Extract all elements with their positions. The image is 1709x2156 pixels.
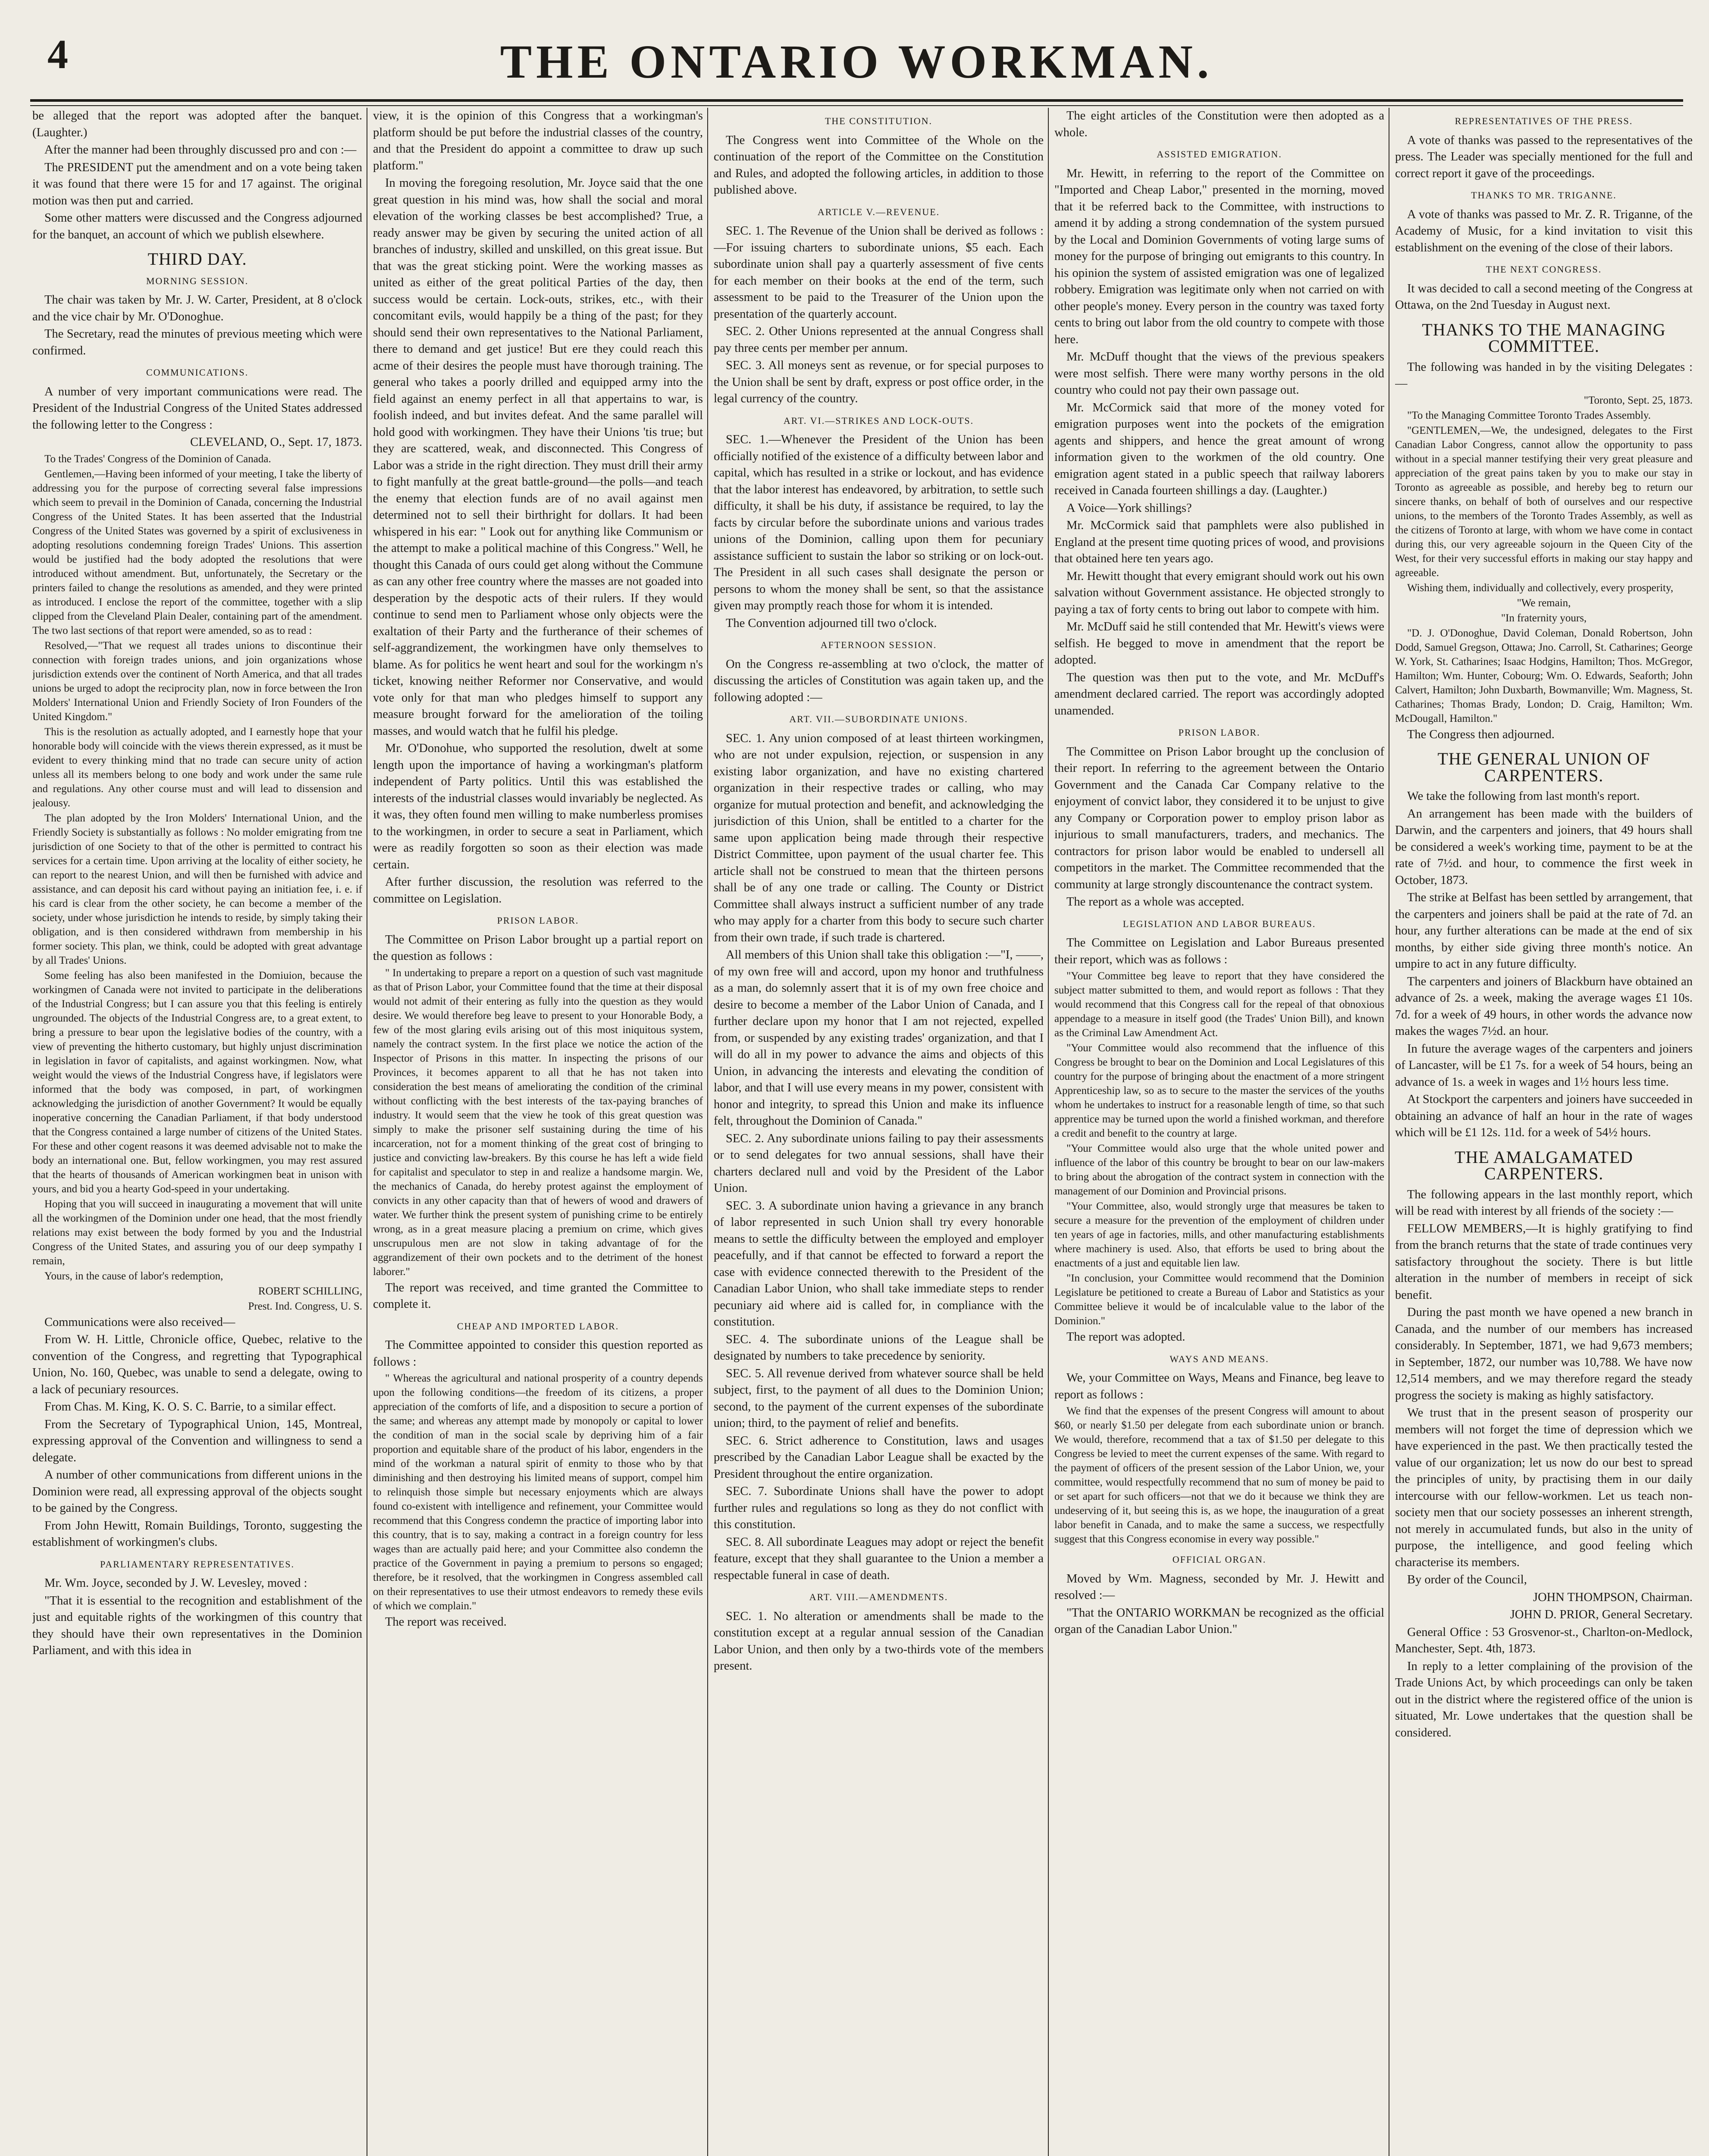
paragraph: SEC. 4. The subordinate unions of the League shall be designated by numbers to take precedence by seniority. [714, 1332, 1044, 1363]
paragraph: The strike at Belfast has been settled by arrangement, that the carpenters and joiners shall be paid at the rate of 7d. an hour, any further alterations can be made at the end of six months, by either side giving three month's notice. An umpire to act in any future difficulty. [1395, 891, 1693, 971]
paragraph: During the past month we have opened a new branch in Canada, and the number of our members has increased considerably. In September, 1871, we had 9,673 members; in September, 1872, our number was 10,788. We have now 12,514 members, and we may therefore regard the steady progress the society is making as highly satisfactory. [1395, 1306, 1693, 1402]
letter-paragraph: Hoping that you will succeed in inaugurating a movement that will unite all the workingmen of the Dominion under one head, that the most friendly relations may exist between the body formed by you and the Industrial Congress of the United States, and assuring you of our deep sympathy I remain, [32, 1198, 362, 1267]
paragraph: FELLOW MEMBERS,—It is highly gratifying to find from the branch returns that the state of trade continues very satisfactory throughout the society. There is but little alteration in the number of members in receipt of sick benefit. [1395, 1222, 1693, 1302]
paragraph: A vote of thanks was passed to the representatives of the press. The Leader was specially mentioned for the full and correct report it gave of the proceedings. [1395, 133, 1693, 180]
paragraph: The following was handed in by the visiting Delegates :— [1395, 360, 1693, 390]
subheading: LEGISLATION AND LABOR BUREAUS. [1123, 918, 1316, 929]
paragraph: The chair was taken by Mr. J. W. Carter, President, at 8 o'clock and the vice chair by Mr. O'Donoghue. [32, 293, 362, 323]
report-paragraph: We find that the expenses of the present Congress will amount to about $60, or nearly $1.50 per delegate from each subordinate union or branch. We would, therefore, recommend that a tax of $1.50 per delegate to this Congress be levied to meet the current expenses of the same. With regard to the payment of officers of the present session of the Labor Union, we, your committee, would respectfully recommend that no sum of money be paid to or set apart for such officers—not that we do it because we think they are undeserving of it, but seeing this is, as we hope, the inauguration of a great labor benefit in Canada, and to make the same a success, we respectfully suggest that this Congress economise in every way possible." [1054, 1405, 1384, 1545]
subheading: THANKS TO MR. TRIGANNE. [1471, 190, 1617, 201]
subheading: THE NEXT CONGRESS. [1486, 264, 1602, 275]
subheading: COMMUNICATIONS. [146, 367, 249, 378]
paragraph: SEC. 1. No alteration or amendments shall be made to the constitution except at a regular annual session of the Canadian Labor Union, and then only by a two-thirds vote of the members present. [714, 1609, 1044, 1673]
paragraph: It was decided to call a second meeting of the Congress at Ottawa, on the 2nd Tuesday in August next. [1395, 282, 1693, 312]
subheading: REPRESENTATIVES OF THE PRESS. [1455, 116, 1633, 126]
paragraph: To the Trades' Congress of the Dominion of Canada. [44, 453, 271, 465]
subheading: WAYS AND MEANS. [1170, 1353, 1269, 1364]
paragraph: SEC. 2. Any subordinate unions failing to pay their assessments or to send delegates for two annual sessions, shall have their charters declared null and void by the President of the Labor Union. [714, 1131, 1044, 1195]
paragraph: Mr. McCormick said that pamphlets were also published in England at the present time quoting prices of wood, and provisions that obtained here ten years ago. [1054, 519, 1384, 565]
subheading: CHEAP AND IMPORTED LABOR. [457, 1320, 619, 1332]
paragraph: SEC. 1. The Revenue of the Union shall be derived as follows :—For issuing charters to subordinate unions, $5 each. Each subordinate union shall pay a quarterly assessment of five cents for each member on their books at the end of the term, such assessment to be paid to the Treasurer of the Union upon the presentation of the quarterly account. [714, 224, 1044, 321]
letter-paragraph: "GENTLEMEN,—We, the undesigned, delegates to the First Canadian Labor Congress, cannot allow the opportunity to pass without in a special manner testifying their very great pleasure and appreciation of the great pains taken by you to make our stay in Toronto as agreeable as possible, and hereby beg to return our sincere thanks, on behalf of both of ourselves and our respective unions, to the members of the Toronto Trades Assembly, as well as the citizens of Toronto at large, with whom we have come in contact during this, our very agreeable sojourn in the Queen City of the West, for their very successful efforts in making our stay happy and agreeable. [1395, 424, 1693, 579]
letter-paragraph: Yours, in the cause of labor's redemption, [44, 1270, 223, 1282]
column-rule [707, 108, 708, 2156]
letter-paragraph: Resolved,—"That we request all trades unions to discontinue their connection with foreign trades unions, and join organizations whose jurisdiction extends over the continent of North America, and that all trades unions be urged to adopt the reciprocity plan, now in force between the Iron Molders' International Union and Friendly Society of Iron Founders of the United Kingdom." [32, 639, 362, 723]
paragraph: In moving the foregoing resolution, Mr. Joyce said that the one great question in his mind was, how shall the social and moral elevation of the working classes be best accomplished? True, a ready answer may be given by securing the united action of all branches of industry, skilled and unskilled, on this great issue. But that was the great sticking point. Were the working masses as united as either of the great political Parties of the day, then success would be certain. Lock-outs, strikes, etc., with their concomitant evils, would happily be a thing of the past; for they should send their own representatives to the National Parliament, there to demand and get justice! But ere they could reach this acme of their desires the people must have thorough training. The general who takes a poorly drilled and equipped army into the field against an enemy perfect in all that appertains to war, is foolish indeed, and but invites defeat. And the same parallel will hold good with workingmen. They have their Unions 'tis true; but they are scattered, weak, and disconnected. This Congress of Labor was a stride in the right direction. They must drill their army to fight manfully at the great battle-ground—the polls—and teach the enemy that election funds are of no avail against men determined not to sell their birthright for dollars. It had been whispered in his ear: " Look out for anything like Communism or the attempt to make a political machine of this Congress." Well, he thought this Canada of ours could get along without the Commune as can any other free country where the masses are not goaded into desperation by the despotic acts of their rulers. If they would continue to send men to Parliament whose only objects were the exaltation of their Party and the furtherance of their schemes of self-aggrandizement, the workingmen have only themselves to blame. As for politics he went heart and soul for the workingm n's ticket, knowing neither Reformer nor Conservative, and would vote only for that man who pledges himself to support any measure brought forward for the amelioration of the toiling masses, and would watch that he fulfil his pledge. [373, 176, 703, 738]
signature-name: JOHN D. PRIOR, General Secretary. [1510, 1608, 1693, 1621]
paragraph: SEC. 1.—Whenever the President of the Union has been officially notified of the existence of a difficulty between labor and capital, which has resulted in a strike or lockout, and has evidence that the labor interest has endeavored, by arbitration, to settle such difficulty, it shall be his duty, if assistance be required, to lay the facts by circular before the subordinate unions and various trades unions of the Dominion, calling upon them for pecuniary assistance sufficient to sustain the labor so striking or on lock-out. The President in all such cases shall designate the person or persons to whom the money shall be sent, so that the assistance given may promptly reach those for whom it is intended. [714, 433, 1044, 612]
paragraph: Some other matters were discussed and the Congress adjourned for the banquet, an account of which we publish elsewhere. [32, 211, 362, 241]
subheading: ARTICLE V.—REVENUE. [817, 206, 940, 217]
paragraph: We trust that in the present season of prosperity our members will not forget the time of depression which we have experienced in the past. We then practically tested the value of our organization; let us now do our best to spread the principles of unity, by practising them in our daily intercourse with our fellow-workmen. Let us teach non-society men that our society possesses an inherent strength, not merely in accumulated funds, but also in the unity of purpose, the intelligence, and good feeling which characterise its members. [1395, 1406, 1693, 1569]
paragraph: The Committee on Prison Labor brought up the conclusion of their report. In referring to the agreement between the Ontario Government and the Canada Car Company relative to the enjoyment of convict labor, they considered it to be unjust to give any Company or Corporation power to employ prison labor as injurious to small manufacturers, traders, and mechanics. The contractors for prison labor would be enabled to undersell all competitors in the market. The Committee recommended that the community at large strongly discountenance the contract system. [1054, 745, 1384, 891]
subheading: THE CONSTITUTION. [825, 116, 933, 126]
paragraph: The PRESIDENT put the amendment and on a vote being taken it was found that there were 15 for and 17 against. The original motion was then put and carried. [32, 160, 362, 207]
letter-paragraph: Some feeling has also been manifested in the Domiuion, because the workingmen of Canada were not invited to participate in the deliberations of the Industrial Congress; but I can assure you that this feeling is entirely ungrounded. The objects of the Industrial Congress are, to a great extent, to bring a pressure to bear upon the legislative bodies of the country, with a view of preventing the hitherto customary, but highly unjust discrimination in legislation in favor of capitalists, and against workingmen. Now, what weight would the views of the Industrial Congress have, if legislators were informed that the body was composed, in part, of workingmen acknowledging the jurisdiction of another Government? It would be equally inoperative concerning the Canadian Parliament, if that body understood that the Congress contained a large number of citizens of the United States. For these and other cogent reasons it was deemed advisable not to make the body an international one. But, fellow workingmen, you may rest assured that the hearts of thousands of American workingmen beat in unison with yours, and bid you a hearty God-speed in your undertaking. [32, 969, 362, 1195]
header-rule [30, 99, 1683, 106]
paragraph: All members of this Union shall take this obligation :—"I, ——, of my own free will and accord, upon my honor and truthfulness as a man, do solemnly assert that it is of my own free choice and desire to become a member of the Labor Union of Canada, and I further declare upon my honor that I am not rejected, expelled from, or suspended by any existing trades' organization, and that I will do all in my power to advance the aims and objects of this Union, in advancing the interests and elevating the condition of labor, and that I will use every means in my power, consistent with honor and integrity, to spread this Union and make its influence felt, throughout the Dominion of Canada." [714, 948, 1044, 1128]
page-number: 4 [47, 31, 68, 77]
paragraph: SEC. 3. All moneys sent as revenue, or for special purposes to the Union shall be sent by draft, express or post office order, in the legal currency of the country. [714, 359, 1044, 405]
signature-name: ROBERT SCHILLING, [258, 1285, 362, 1297]
signature-title: Prest. Ind. Congress, U. S. [248, 1300, 362, 1312]
paragraph: SEC. 1. Any union composed of at least thirteen workingmen, who are not under expulsion, rejection, or suspension in any existing labor organization, and have no existing chartered organization in their respective trades or calling, who may organize for mutual protection and benefit, and acknowledging the jurisdiction of this Union, shall be entitled to a charter for the same upon application being made through their respective District Committee, upon payment of the usual charter fee. This article shall not be construed to mean that the thirteen persons shall be of any one trade or calling. The County or District Committee shall always instruct a sufficient number of any trade who may apply for a charter from this body to secure such charter from their own trade, if such trade is chartered. [714, 731, 1044, 944]
letter-signatories: "D. J. O'Donoghue, David Coleman, Donald Robertson, John Dodd, Samuel Gregson, Ottawa; Jno. Carroll, St. Catharines; George W. York, St. Catharines; Isaac Hodgins, Hamilton; Thos. McGregor, Hamilton; Wm. Hunter, Cobourg; Wm. O. Edwards, Seaforth; John Calvert, Hamilton; John Duxbarth, Bowmanville; Wm. Magness, St. Catharines; Thomas Brady, London; D. Craig, Hamilton; Wm. McDougall, Hamilton." [1395, 627, 1693, 724]
paragraph: An arrangement has been made with the builders of Darwin, and the carpenters and joiners, that 49 hours shall be considered a week's working time, payment to be at the rate of 7½d. and hour, to commence the first week in October, 1873. [1395, 807, 1693, 887]
subheading: AFTERNOON SESSION. [820, 639, 937, 650]
dateline: "Toronto, Sept. 25, 1873. [1584, 394, 1693, 406]
report-paragraph: "In conclusion, your Committee would recommend that the Dominion Legislature be petitioned to create a Bureau of Labor and Statistics as your Committee believe it would be of incalculable value to the labor of the Dominion." [1054, 1272, 1384, 1327]
subheading: ASSISTED EMIGRATION. [1157, 149, 1282, 160]
paragraph: At Stockport the carpenters and joiners have succeeded in obtaining an advance of half an hour in the rate of wages which will be £1 12s. 11d. for a week of 54½ hours. [1395, 1093, 1693, 1139]
subheading: ART. VI.—STRIKES AND LOCK-OUTS. [783, 415, 974, 426]
paragraph: The eight articles of the Constitution were then adopted as a whole. [1054, 109, 1384, 139]
paragraph: In reply to a letter complaining of the provision of the Trade Unions Act, by which proceedings can only be taken out in the district where the registered office of the union is situated, Mr. Lowe undertakes that the question shall be considered. [1395, 1659, 1693, 1739]
paragraph: Mr. McCormick said that more of the money voted for emigration purposes went into the pockets of the emigration agents and shippers, and hence the great amount of wrong information given to the workmen of the old country. One emigration agent stated in a public speech that railway laborers received in Canada fourteen shillings a day. (Laughter.) [1054, 401, 1384, 497]
report-paragraph: "Your Committee would also recommend that the influence of this Congress be brought to bear on the Dominion and Local Legislatures of this country for the purpose of bringing about the enactment of a more stringent Apprenticeship law, so as to secure to the master the services of the youths whom he undertakes to instruct for a reasonable length of time, so that such apprentice may be turned upon the world a finished workman, and therefore a credit and benefit to the country at large. [1054, 1042, 1384, 1139]
section-heading: THE AMALGAMATED CARPENTERS. [1455, 1147, 1633, 1183]
dateline: CLEVELAND, O., Sept. 17, 1873. [190, 436, 362, 449]
paragraph: SEC. 6. Strict adherence to Constitution, laws and usages prescribed by the Canadian Labor League shall be exacted by the President throughout the entire organization. [714, 1434, 1044, 1481]
paragraph: Mr. Wm. Joyce, seconded by J. W. Levesley, moved : [44, 1576, 307, 1590]
paragraph: The Congress then adjourned. [1407, 727, 1555, 741]
paragraph: The Convention adjourned till two o'clock. [726, 616, 937, 630]
paragraph: "That the ONTARIO WORKMAN be recognized as the official organ of the Canadian Labor Union." [1054, 1606, 1384, 1636]
paragraph: SEC. 5. All revenue derived from whatever source shall be held subject, first, to the payment of all dues to the Dominion Union; second, to the payment of the current expenses of the subordinate union; third, to the payment of relief and benefits. [714, 1366, 1044, 1430]
paragraph: From W. H. Little, Chronicle office, Quebec, relative to the convention of the Congress, and regretting that Typographical Union, No. 160, Quebec, was unable to send a delegate, owing to a lack of pecuniary resources. [32, 1333, 362, 1396]
paragraph: SEC. 7. Subordinate Unions shall have the power to adopt further rules and regulations so long as they do not conflict with this constitution. [714, 1485, 1044, 1531]
paragraph: A Voice—York shillings? [1066, 501, 1192, 515]
paragraph: In future the average wages of the carpenters and joiners of Lancaster, will be £1 7s. for a week of 54 hours, being an advance of 1s. a week in wages and 1½ hours less time. [1395, 1042, 1693, 1089]
paragraph: A number of very important communications were read. The President of the Industrial Congress of the United States addressed the following letter to the Congress : [32, 385, 362, 432]
subheading: ART. VII.—SUBORDINATE UNIONS. [789, 714, 968, 724]
paragraph: The Committee appointed to consider this question reported as follows : [373, 1338, 703, 1369]
column-3 [714, 108, 1044, 2156]
paragraph: The question was then put to the vote, and Mr. McDuff's amendment declared carried. The report was accordingly adopted unamended. [1054, 671, 1384, 718]
letter-paragraph: This is the resolution as actually adopted, and I earnestly hope that your honorable body will coincide with the views therein expressed, as it must be evident to every thinking mind that no trade can secure unity of action unless all its members belong to one body and work under the same rule and regulations. Any other course must and will lead to dissension and jealousy. [32, 726, 362, 809]
paragraph: The report was received. [385, 1615, 507, 1629]
paragraph: The Congress went into Committee of the Whole on the continuation of the report of the Committee on the Constitution and Rules, and adopted the following articles, in addition to those published above. [714, 133, 1044, 197]
paragraph: Mr. McDuff said he still contended that Mr. Hewitt's views were selfish. He begged to move in amendment that the report be adopted. [1054, 620, 1384, 667]
report-paragraph: "Your Committee would also urge that the whole united power and influence of the labor of this country be brought to bear on our law-makers to bring about the abrogation of the contract system in connection with the management of our Dominion and Provincial prisons. [1054, 1143, 1384, 1197]
paragraph: The Committee on Prison Labor brought up a partial report on the question as follows : [373, 933, 703, 963]
section-heading: THE GENERAL UNION OF CARPENTERS. [1437, 749, 1650, 785]
paragraph: Communications were also received— [44, 1315, 235, 1329]
paragraph: From Chas. M. King, K. O. S. C. Barrie, to a similar effect. [44, 1400, 336, 1413]
subheading: PRISON LABOR. [497, 915, 579, 926]
letter-paragraph: Wishing them, individually and collectively, every prosperity, [1407, 582, 1674, 594]
paragraph: After the manner had been throughly discussed pro and con :— [44, 143, 357, 157]
paragraph: A vote of thanks was passed to Mr. Z. R. Triganne, of the Academy of Music, for a kind invitation to visit this establishment on the evening of the close of their labors. [1395, 207, 1693, 254]
paragraph: Mr. McDuff thought that the views of the previous speakers were most selfish. There were many worthy persons in the old country who could not pay their own passage out. [1054, 350, 1384, 397]
letter-closing: "We remain, [1517, 597, 1571, 609]
column-2 [373, 108, 703, 2156]
paragraph: The Secretary, read the minutes of previous meeting which were confirmed. [32, 327, 362, 357]
paragraph: After further discussion, the resolution was referred to the committee on Legislation. [373, 875, 703, 906]
paragraph: view, it is the opinion of this Congress that a workingman's platform should be put before the industrial classes of the country, and that the President do appoint a committee to draw up such platform." [373, 109, 703, 172]
paragraph: The Committee on Legislation and Labor Bureaus presented their report, which was as follows : [1054, 936, 1384, 966]
report-paragraph: " Whereas the agricultural and national prosperity of a country depends upon the following conditions—the freedom of its citizens, a proper appreciation of the comforts of life, and a disposition to secure a portion of the same; and whereas any attempt made by monopoly or capital to lower the condition of man in the social scale by depriving him of a fair proportion and equitable share of the product of his labor, engenders in the mind of the workman a natural spirit of enmity to those who by that diminishing and then destroying his limited means of support, compel him to relinquish those simple but necessary enjoyments which are always found co-existent with intelligence and refinement, your Committee would recommend that this Congress condemn the practice of importing labor into this country, that is to say, making a contract in a foreign country for less wages than are actually paid here; and your Committee also condemn the practice of the Government in paying a premium to persons so engaged; therefore, be it resolved, that the workingmen in Congress assembled call on their representatives to use their utmost endeavors to remedy these evils of which we complain." [373, 1373, 703, 1612]
paragraph: We, your Committee on Ways, Means and Finance, beg leave to report as follows : [1054, 1371, 1384, 1401]
report-paragraph: "Your Committee, also, would strongly urge that measures be taken to secure a measure for the prevention of the employment of children under ten years of age in factories, mills, and other manufacturing establishments where machinery is used. Also, that efforts be used to bring about the enactments of a just and equitable lien law. [1054, 1200, 1384, 1269]
letter-paragraph: "To the Managing Committee Toronto Trades Assembly. [1407, 409, 1651, 421]
report-paragraph: " In undertaking to prepare a report on a question of such vast magnitude as that of Prison Labor, your Committee found that the time at their disposal would not admit of their entering as fully into the question as they would desire. We would therefore beg leave to present to your Honorable Body, a few of the most glaring evils arising out of this most iniquitous system, namely the contract system. In the first place we notice the action of the Inspector of Prisons in this matter. In inspecting the prisons of our Provinces, it becomes apparent to all that he has not taken into consideration the best means of ameliorating the condition of the criminal without conflicting with the best interests of the tax-paying branches of industry. It would seem that the view he took of this great question was simply to make the prisoner self sustaining during the time of his incarceration, not for a moment thinking of the great cost of bringing to justice and convicting law-breakers. By this course he has left a wide field for capitalist and speculator to step in and realize a handsome margin. We, the mechanics of Canada, do hereby protest against the employment of convicts in any other capacity than that of hewers of wood and drawers of water. We further think the present system of punishing crime to be entirely wrong, as in a great measure placing a premium on crime, which gives unscrupulous men are not slow in taking advantage of for the aggrandizement of their own pockets and to the detriment of the honest laborer." [373, 967, 703, 1278]
paragraph: By order of the Council, [1407, 1573, 1527, 1586]
paragraph: SEC. 8. All subordinate Leagues may adopt or reject the benefit feature, except that they shall guarantee to the Union a member a respectable funeral in case of death. [714, 1535, 1044, 1582]
paragraph: From John Hewitt, Romain Buildings, Toronto, suggesting the establishment of workingmen's clubs. [32, 1519, 362, 1549]
paragraph: Mr. O'Donohue, who supported the resolution, dwelt at some length upon the importance of having a workingman's platform independent of Party politics. Until this was established the interests of the industrial classes would invariably be neglected. As it was, they often found men willing to make numberless promises to the workingmen, in order to secure a seat in Parliament, which were as readily forgotten so soon as their election was made certain. [373, 742, 703, 871]
subheading: OFFICIAL ORGAN. [1172, 1554, 1267, 1565]
column-1 [32, 108, 362, 2156]
subheading: ART. VIII.—AMENDMENTS. [809, 1592, 948, 1602]
paragraph: A number of other communications from different unions in the Dominion were read, all expressing approval of the objects sought to be gained by the Congress. [32, 1468, 362, 1515]
paragraph: "That it is essential to the recognition and establishment of the just and equitable rights of the workingmen of this country that they should have their own representatives in the Dominion Parliament, and with this idea in [32, 1594, 362, 1657]
section-heading: THANKS TO THE MANAGING COMMITTEE. [1422, 320, 1666, 356]
paragraph: We take the following from last month's report. [1407, 790, 1640, 803]
paragraph: SEC. 3. A subordinate union having a grievance in any branch of labor represented in such Union shall try every honorable means to settle the difficulty between the employed and employer peacefully, and if that cannot be effected to forward a report the case with evidence connected therewith to the President of the Canadian Labor Union, who shall take immediate steps to render pecuniary aid where aid is called for, in compliance with the constitution. [714, 1199, 1044, 1329]
page-header [30, 17, 1683, 103]
letter-closing: "In fraternity yours, [1501, 612, 1587, 624]
subheading: MORNING SESSION. [146, 275, 249, 286]
paragraph: SEC. 2. Other Unions represented at the annual Congress shall pay three cents per member per annum. [714, 325, 1044, 355]
letter-paragraph: Gentlemen,—Having been informed of your meeting, I take the liberty of addressing you for the purpose of correcting several false impressions which seem to prevail in the Dominion of Canada, concerning the Industrial Congress of the United States. It has been asserted that the Industrial Congress of the United States was governed by a spirit of exclusiveness in adopting resolutions condemning foreign Trades' Unions. This assertion would be justified had the body adopted the resolutions that were introduced without amendment. But, unfortunately, the Secretary or the printers failed to change the resolutions as amended, and they were printed as introduced. I enclose the report of the committee, together with a slip clipped from the Cleveland Plain Dealer, containing part of the amendment. The two last sections of that report were amended, so as to read : [32, 468, 362, 636]
paragraph: The following appears in the last monthly report, which will be read with interest by all friends of the society :— [1395, 1188, 1693, 1218]
column-5 [1395, 108, 1693, 2156]
signature-name: JOHN THOMPSON, Chairman. [1533, 1590, 1693, 1604]
column-rule [1048, 108, 1049, 2156]
paragraph: The report as a whole was accepted. [1066, 895, 1245, 909]
section-heading: THIRD DAY. [147, 249, 247, 269]
paragraph: Mr. Hewitt thought that every emigrant should work out his own salvation without Government assistance. He objected strongly to paying a tax of forty cents to bring out labor to compete with him. [1054, 569, 1384, 616]
letter-paragraph: The plan adopted by the Iron Molders' International Union, and the Friendly Society is substantially as follows : No molder emigrating from tne jurisdiction of one Society to that of the other is permitted to contract his services for a certain time. Upon arriving at the locality of either society, he can report to the nearest Union, and will then be furnished with advice and assistance, and can deposit his card without paying an initiation fee, i. e. if his card is clear from the other society, he can become a member of the society, under whose jurisdiction he intends to reside, by simply taking their obligation, and is then considered withdrawn from membership in his former society. This plan, we think, could be adopted with great advantage by all Trades' Unions. [32, 812, 362, 966]
column-4 [1054, 108, 1384, 2156]
paragraph: Mr. Hewitt, in referring to the report of the Committee on "Imported and Cheap Labor," presented in the morning, moved that it be referred back to the Committee, with instructions to amend it by adding a strong condemnation of the system pursued by the Local and Dominion Governments of voting large sums of money for the purpose of bringing out emigrants to this country. In his opinion the system of assisted emigration was one of legalized robbery. Emigration was legitimate only when not carried on with other people's money. Every person in the country was taxed forty cents to bring out labor from the old country to compete with those here. [1054, 166, 1384, 346]
masthead-title: THE ONTARIO WORKMAN. [500, 35, 1214, 88]
subheading: PRISON LABOR. [1178, 727, 1261, 738]
paragraph: The report was received, and time granted the Committee to complete it. [373, 1281, 703, 1311]
paragraph: The carpenters and joiners of Blackburn have obtained an advance of 2s. a week, making the average wages £1 10s. 7d. for a week of 49 hours, in other words the advance now makes the wages 7½d. an hour. [1395, 975, 1693, 1038]
report-paragraph: "Your Committee beg leave to report that they have considered the subject matter submitted to them, and would report as follows : That they would recommend that this Congress call for the repeal of that obnoxious appendage to a measure in itself good (the Trades' Union Bill), and known as the Criminal Law Amendment Act. [1054, 970, 1384, 1039]
paragraph: On the Congress re-assembling at two o'clock, the matter of discussing the articles of Constitution was again taken up, and the following adopted :— [714, 657, 1044, 704]
paragraph: The report was adopted. [1066, 1330, 1185, 1344]
paragraph: be alleged that the report was adopted after the banquet. (Laughter.) [32, 109, 362, 139]
paragraph: General Office : 53 Grosvenor-st., Charlton-on-Medlock, Manchester, Sept. 4th, 1873. [1395, 1625, 1693, 1655]
paragraph: Moved by Wm. Magness, seconded by Mr. J. Hewitt and resolved :— [1054, 1572, 1384, 1602]
subheading: PARLIAMENTARY REPRESENTATIVES. [100, 1558, 295, 1570]
paragraph: From the Secretary of Typographical Union, 145, Montreal, expressing approval of the Convention and willingness to send a delegate. [32, 1417, 362, 1464]
